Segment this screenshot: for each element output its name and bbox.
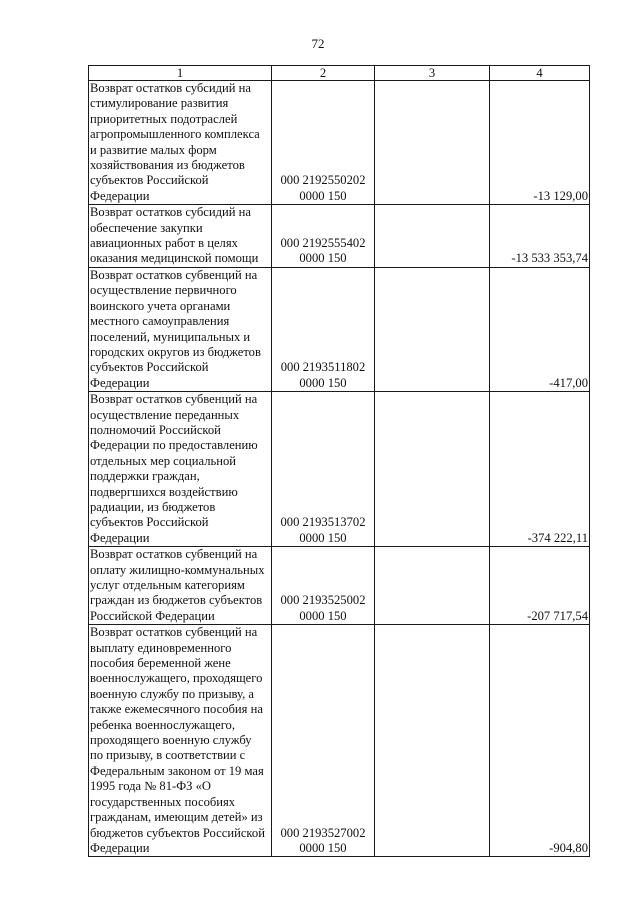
table-row (89, 392, 590, 547)
column-header-2: 2 (272, 66, 375, 81)
header-row (89, 66, 590, 81)
row-col3 (375, 392, 490, 547)
row-name: Возврат остатков субвенций на выплату единовременного пособия беременной жене военнослужащего, проходящего военную службу по призыву, а также ежемесячного пособия на ребенка военнослужащего, проходящего военную службу по призыву, в соответствии с Федеральным законом от 19 мая 1995 года № 81-ФЗ «О государственных пособиях гражданам, имеющим детей» из бюджетов субъектов Российской Федерации (89, 625, 272, 857)
table-row (89, 205, 590, 268)
table-row (89, 81, 590, 205)
table-row (89, 267, 590, 391)
row-name: Возврат остатков субвенций на оплату жилищно-коммунальных услуг отдельным категориям граждан из бюджетов субъектов Российской Федерации (89, 547, 272, 625)
table-row (89, 547, 590, 625)
row-name: Возврат остатков субсидий на обеспечение закупки авиационных работ в целях оказания медицинской помощи (89, 205, 272, 268)
row-col3 (375, 547, 490, 625)
row-col3 (375, 625, 490, 857)
row-name: Возврат остатков субвенций на осуществление переданных полномочий Российской Федерации по предоставлению отдельных мер социальной поддержки граждан, подвергшихся воздействию радиации, из бюджетов субъектов Российской Федерации (89, 392, 272, 547)
column-header-4: 4 (490, 66, 590, 81)
row-amount: -374 222,11 (490, 392, 590, 547)
row-col3 (375, 205, 490, 268)
row-code: 000 2192550202 0000 150 (272, 81, 375, 205)
row-code: 000 2192555402 0000 150 (272, 205, 375, 268)
row-amount: -13 129,00 (490, 81, 590, 205)
row-name: Возврат остатков субсидий на стимулирование развития приоритетных подотраслей агропромышленного комплекса и развитие малых форм хозяйствования из бюджетов субъектов Российской Федерации (89, 81, 272, 205)
row-code: 000 2193511802 0000 150 (272, 267, 375, 391)
budget-return-table (88, 65, 590, 857)
page-number: 72 (311, 36, 325, 51)
table-row (89, 625, 590, 857)
row-code: 000 2193525002 0000 150 (272, 547, 375, 625)
row-name: Возврат остатков субвенций на осуществление первичного воинского учета органами местного самоуправления поселений, муниципальных и городских округов из бюджетов субъектов Российской Федерации (89, 267, 272, 391)
row-amount: -904,80 (490, 625, 590, 857)
row-code: 000 2193527002 0000 150 (272, 625, 375, 857)
row-col3 (375, 81, 490, 205)
row-amount: -13 533 353,74 (490, 205, 590, 268)
column-header-1: 1 (89, 66, 272, 81)
row-amount: -417,00 (490, 267, 590, 391)
row-code: 000 2193513702 0000 150 (272, 392, 375, 547)
column-header-3: 3 (375, 66, 490, 81)
row-col3 (375, 267, 490, 391)
row-amount: -207 717,54 (490, 547, 590, 625)
